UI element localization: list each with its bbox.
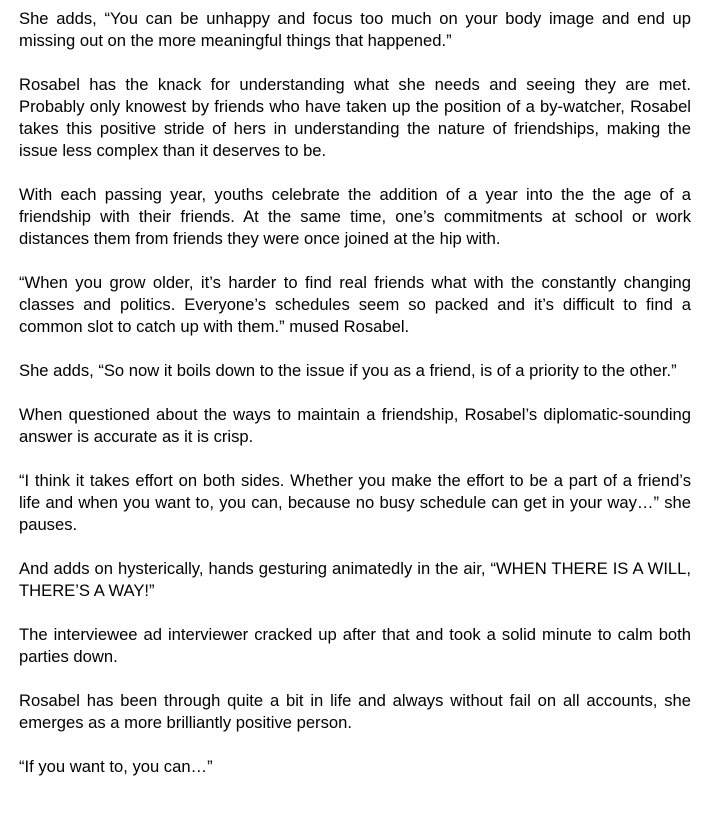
paragraph: Rosabel has the knack for understanding what she needs and seeing they are met. Probably only knowest by friends who have taken up the position of a by-watcher, Rosabel takes this positive stride of hers in understanding the nature of friendships, making the issue less complex than it deserves to be. xyxy=(19,75,691,160)
paragraph: “When you grow older, it’s harder to find real friends what with the constantly changing classes and politics. Everyone’s schedules seem so packed and it’s difficult to find a common slot to catch up with them.” mused Rosabel. xyxy=(19,273,691,336)
paragraph: “I think it takes effort on both sides. Whether you make the effort to be a part of a friend’s life and when you want to, you can, because no busy schedule can get in your way…” she pauses. xyxy=(19,471,691,534)
paragraph: “If you want to, you can…” xyxy=(19,757,213,776)
paragraph: She adds, “So now it boils down to the issue if you as a friend, is of a priority to the other.” xyxy=(19,361,677,380)
paragraph: With each passing year, youths celebrate the addition of a year into the the age of a friendship with their friends. At the same time, one’s commitments at school or work distances them from friends they were once joined at the hip with. xyxy=(19,185,691,248)
paragraph: She adds, “You can be unhappy and focus too much on your body image and end up missing out on the more meaningful things that happened.” xyxy=(19,9,691,50)
document-body xyxy=(19,8,691,778)
paragraph: Rosabel has been through quite a bit in life and always without fail on all accounts, she emerges as a more brilliantly positive person. xyxy=(19,691,691,732)
paragraph: When questioned about the ways to maintain a friendship, Rosabel’s diplomatic-sounding answer is accurate as it is crisp. xyxy=(19,405,691,446)
paragraph: And adds on hysterically, hands gesturing animatedly in the air, “WHEN THERE IS A WILL, THERE’S A WAY!” xyxy=(19,559,691,600)
paragraph: The interviewee ad interviewer cracked up after that and took a solid minute to calm both parties down. xyxy=(19,625,691,666)
